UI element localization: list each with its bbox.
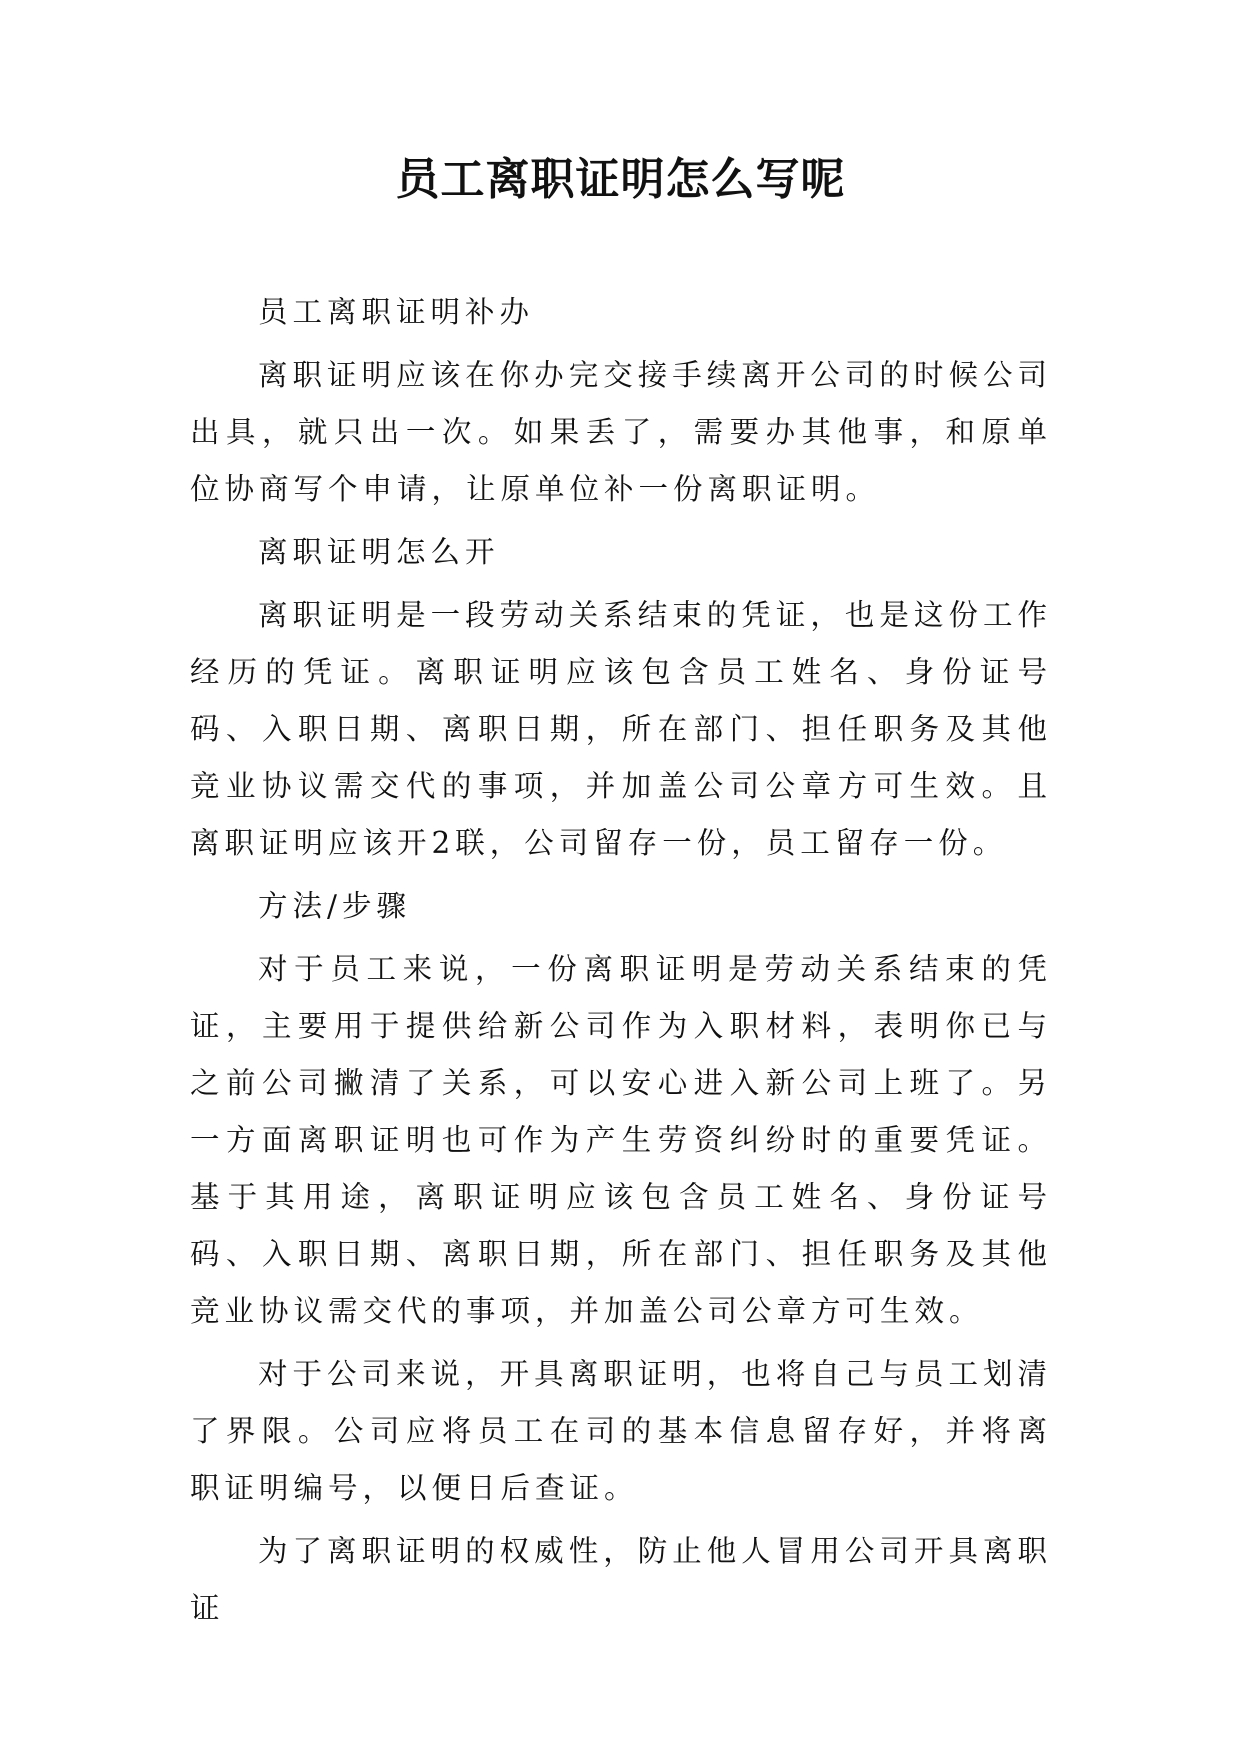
paragraph: 对于员工来说，一份离职证明是劳动关系结束的凭证，主要用于提供给新公司作为入职材料，表明你已与之前公司撇清了关系，可以安心进入新公司上班了。另一方面离职证明也可作为产生劳资纠纷时的重要凭证。基于其用途，离职证明应该包含员工姓名、身份证号码、入职日期、离职日期，所在部门、担任职务及其他竞业协议需交代的事项，并加盖公司公章方可生效。: [190, 952, 1052, 1328]
paragraph: 离职证明是一段劳动关系结束的凭证，也是这份工作经历的凭证。离职证明应该包含员工姓名、身份证号码、入职日期、离职日期，所在部门、担任职务及其他竞业协议需交代的事项，并加盖公司公章方可生效。且离职证明应该开2联，公司留存一份，员工留存一份。: [190, 598, 1052, 860]
paragraph: 对于公司来说，开具离职证明，也将自己与员工划清了界限。公司应将员工在司的基本信息留存好，并将离职证明编号，以便日后查证。: [190, 1357, 1052, 1505]
section-heading: 员工离职证明补办: [258, 295, 535, 329]
section-heading: 方法/步骤: [258, 889, 411, 923]
document-body: [190, 284, 1052, 1643]
document-title: 员工离职证明怎么写呢: [395, 154, 846, 205]
paragraph: 离职证明应该在你办完交接手续离开公司的时候公司出具，就只出一次。如果丢了，需要办其他事，和原单位协商写个申请，让原单位补一份离职证明。: [190, 358, 1052, 506]
section-heading: 离职证明怎么开: [258, 535, 500, 569]
paragraph: 为了离职证明的权威性，防止他人冒用公司开具离职证: [190, 1534, 1052, 1625]
